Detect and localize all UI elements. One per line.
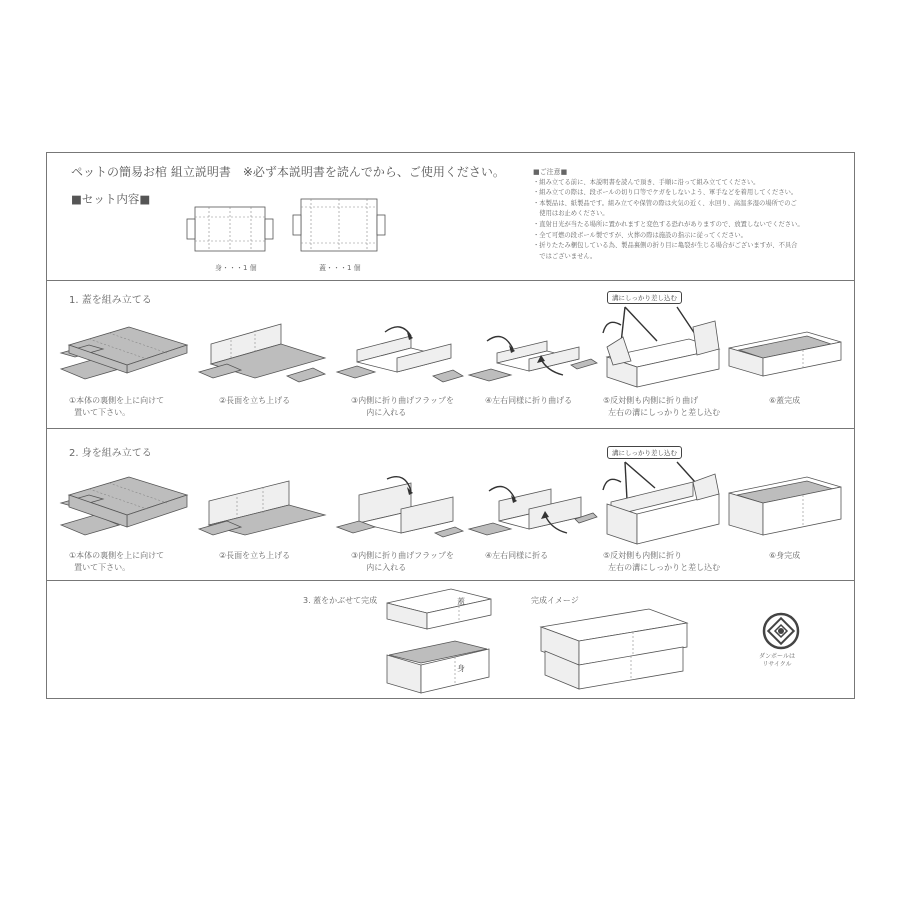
s1-step6-label: ⑥蓋完成 [769,396,801,405]
s2-step4-label: ④左右同様に折る [485,551,549,560]
s1-callout: 溝にしっかり差し込む [607,291,682,304]
s1-step1-diagram [59,323,189,393]
complete-image-title: 完成イメージ [531,596,579,605]
s1-step2-label: ②長面を立ち上げる [219,396,291,405]
s2-step3-label: ③内側に折り曲げフラップを 内に入れる [351,551,455,572]
s1-step5-label: ⑤反対側も内側に折り曲げ 左右の溝にしっかりと差し込む [603,396,721,417]
notes [533,167,851,262]
s2-step6-diagram [725,475,845,550]
s2-step2-diagram [197,471,327,546]
lid-flat-diagram [293,195,393,259]
s1-step6-diagram [725,328,845,398]
recycle-mark-icon [761,611,801,651]
notes-heading: ■ご注意■ [533,168,568,176]
note-line: ・組み立てる前に、本説明書を読んで頂き、手順に沿って組み立ててください。 [533,178,760,186]
s2-step1-label: ①本体の裏側を上に向けて 置いて下さい。 [69,551,165,572]
section2-title: 2. 身を組み立てる [69,448,152,459]
note-line: ・折りたたみ梱包している為、製品裏側の折り目に亀裂が生じる場合がございますが、不具合 [533,242,798,250]
section1-title: 1. 蓋を組み立てる [69,295,152,306]
s2-step4-diagram [467,475,597,550]
s2-step6-label: ⑥身完成 [769,551,801,560]
s1-step4-label: ④左右同様に折り曲げる [485,396,573,405]
complete-image-diagram [537,593,697,698]
s2-step5-label: ⑤反対側も内側に折り 左右の溝にしっかりと差し込む [603,551,721,572]
divider [47,580,854,581]
lid-caption: 蓋・・・1 個 [319,264,361,272]
s2-callout: 溝にしっかり差し込む [607,446,682,459]
note-line: ではございません。 [533,252,597,260]
lid-and-body-diagram [381,583,501,698]
s1-step1-label: ①本体の裏側を上に向けて 置いて下さい。 [69,396,165,417]
section3-title: 3. 蓋をかぶせて完成 [303,596,378,605]
instruction-sheet [46,152,855,699]
note-line: ・直射日光が当たる場所に置かれますと変色する恐れがありますので、放置しないでください。 [533,220,804,228]
s2-step3-diagram [335,471,465,546]
note-line: ・組み立ての際は、段ボールの切り口等でケガをしないよう、軍手などを着用してください。 [533,189,798,197]
page-title: ペットの簡易お棺 組立説明書 ※必ず本説明書を読んでから、ご使用ください。 [71,165,505,179]
body-caption: 身・・・1 個 [215,264,257,272]
set-contents-title: ■セット内容■ [71,192,151,206]
note-line: 使用はお止めください。 [533,210,609,218]
s2-step1-diagram [59,475,189,545]
body-label: 身 [457,664,465,673]
divider [47,280,854,281]
recycle-text: ダンボールは リサイクル [759,653,795,668]
lid-label: 蓋 [457,597,465,606]
s1-step4-diagram [467,323,597,398]
s1-step2-diagram [197,318,327,393]
s1-step5-diagram [597,303,727,393]
s2-step5-diagram [597,458,727,548]
body-flat-diagram [187,201,287,261]
note-line: ・本製品は、紙製品です。組み立てや保管の際は火気の近く、水回り、高温多湿の場所でのご [533,199,797,207]
s1-step3-label: ③内側に折り曲げフラップを 内に入れる [351,396,455,417]
s1-step3-diagram [335,318,465,393]
note-line: ・全て可燃の段ボール製ですが、火葬の際は施設の指示に従ってください。 [533,231,747,239]
divider [47,428,854,429]
s2-step2-label: ②長面を立ち上げる [219,551,291,560]
